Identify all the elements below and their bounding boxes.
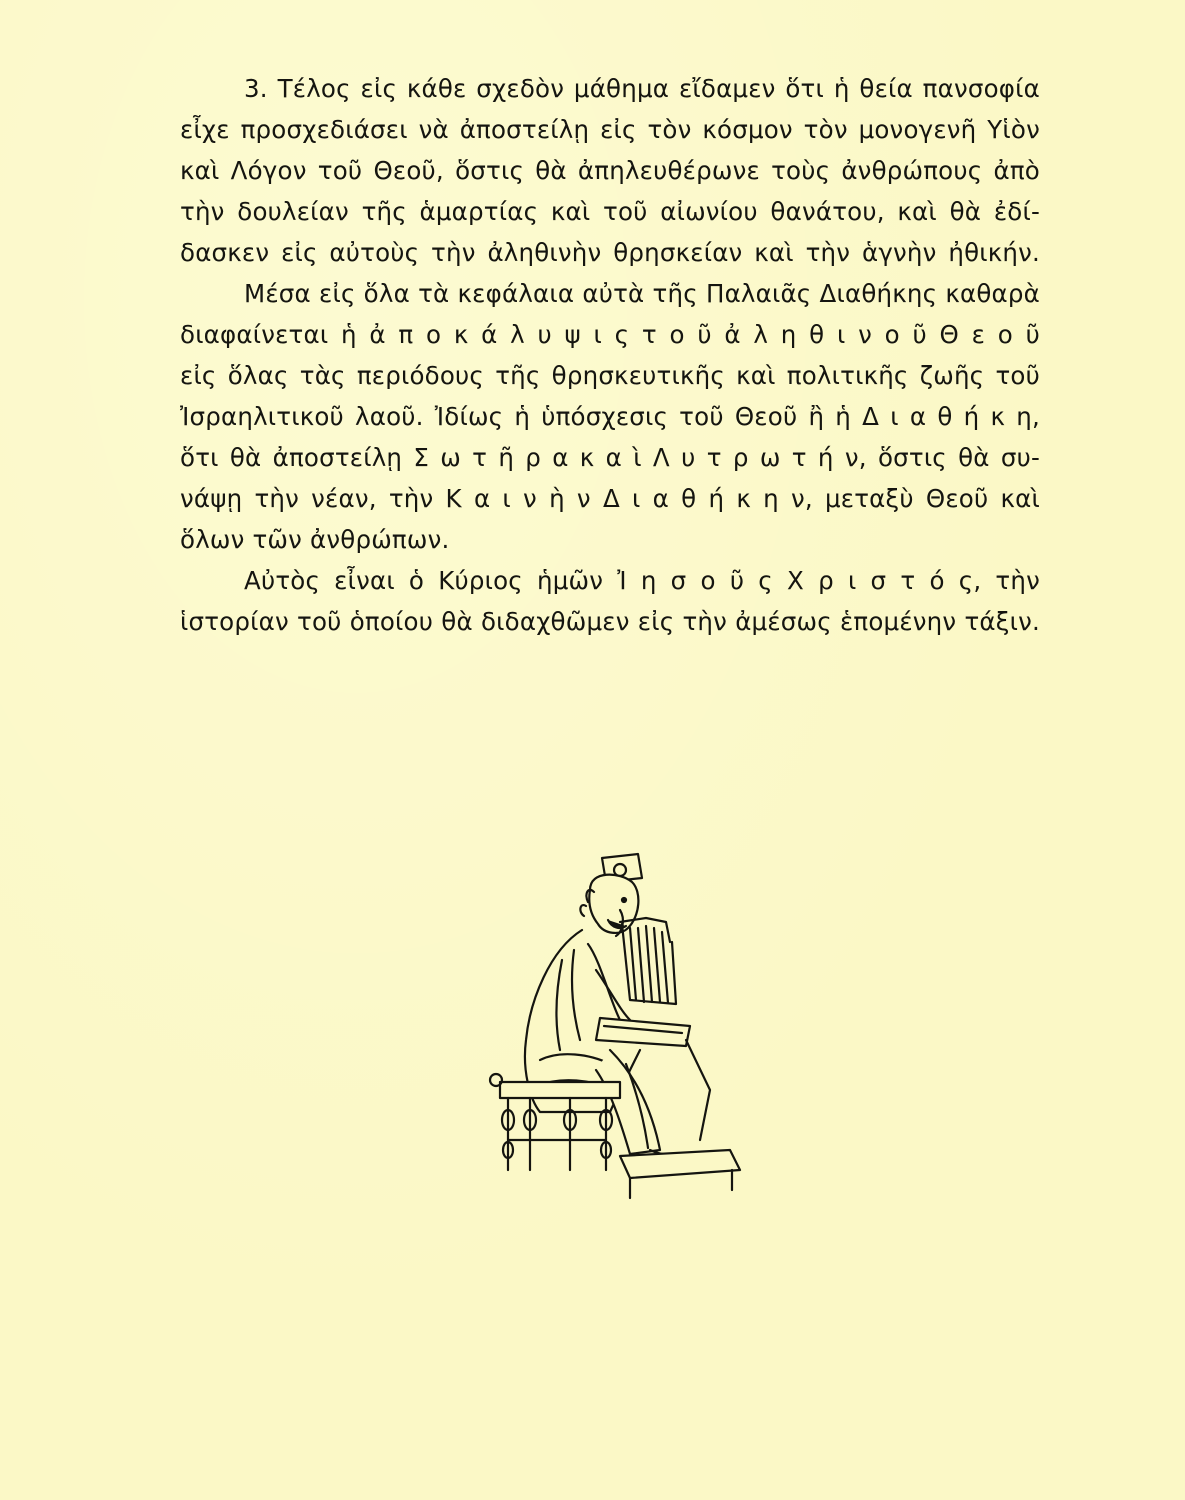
text-line: εἶχε προσχεδιάσει νὰ ἀποστείλῃ εἰς τὸν κόσμον τὸν μονογενῆ Υἱὸν (180, 115, 1040, 144)
text-line: Μέσα εἰς ὅλα τὰ κεφάλαια αὐτὰ τῆς Παλαιᾶς Διαθήκης καθαρὰ (244, 279, 1040, 308)
harpist-illustration (470, 850, 760, 1210)
text-line: ἱστορίαν τοῦ ὁποίου θὰ διδαχθῶμεν εἰς τὴν ἀμέσως ἑπομένην τάξιν. (180, 607, 1040, 636)
text-line: Ἰσραηλιτικοῦ λαοῦ. Ἰδίως ἡ ὑπόσχεσις τοῦ Θεοῦ ἢ ἡ Δ ι α θ ή κ η, (180, 402, 1040, 431)
text-line: Αὐτὸς εἶναι ὁ Κύριος ἡμῶν Ἰ η σ ο ῦ ς Χ ρ ι σ τ ό ς, τὴν (244, 566, 1040, 595)
text-line: διαφαίνεται ἡ ἀ π ο κ ά λ υ ψ ι ς τ ο ῦ ἀ λ η θ ι ν ο ῦ Θ ε ο ῦ (180, 320, 1040, 349)
text-line: δασκεν εἰς αὐτοὺς τὴν ἀληθινὴν θρησκείαν καὶ τὴν ἁγνὴν ἠθικήν. (180, 238, 1040, 267)
text-line: 3. Τέλος εἰς κάθε σχεδὸν μάθημα εἴδαμεν ὅτι ἡ θεία πανσοφία (244, 74, 1040, 103)
text-line: τὴν δουλείαν τῆς ἁμαρτίας καὶ τοῦ αἰωνίου θανάτου, καὶ θὰ ἐδί- (180, 197, 1040, 226)
text-line: ὅτι θὰ ἀποστείλῃ Σ ω τ ῆ ρ α κ α ὶ Λ υ τ ρ ω τ ή ν, ὅστις θὰ συ- (180, 443, 1040, 472)
text-line: εἰς ὅλας τὰς περιόδους τῆς θρησκευτικῆς καὶ πολιτικῆς ζωῆς τοῦ (180, 361, 1040, 390)
text-line: ὅλων τῶν ἀνθρώπων. (180, 525, 450, 554)
text-line: νάψῃ τὴν νέαν, τὴν Κ α ι ν ὴ ν Δ ι α θ ή κ η ν, μεταξὺ Θεοῦ καὶ (180, 484, 1040, 513)
body-text (180, 68, 1040, 642)
text-line: καὶ Λόγον τοῦ Θεοῦ, ὅστις θὰ ἀπηλευθέρωνε τοὺς ἀνθρώπους ἀπὸ (180, 156, 1040, 185)
